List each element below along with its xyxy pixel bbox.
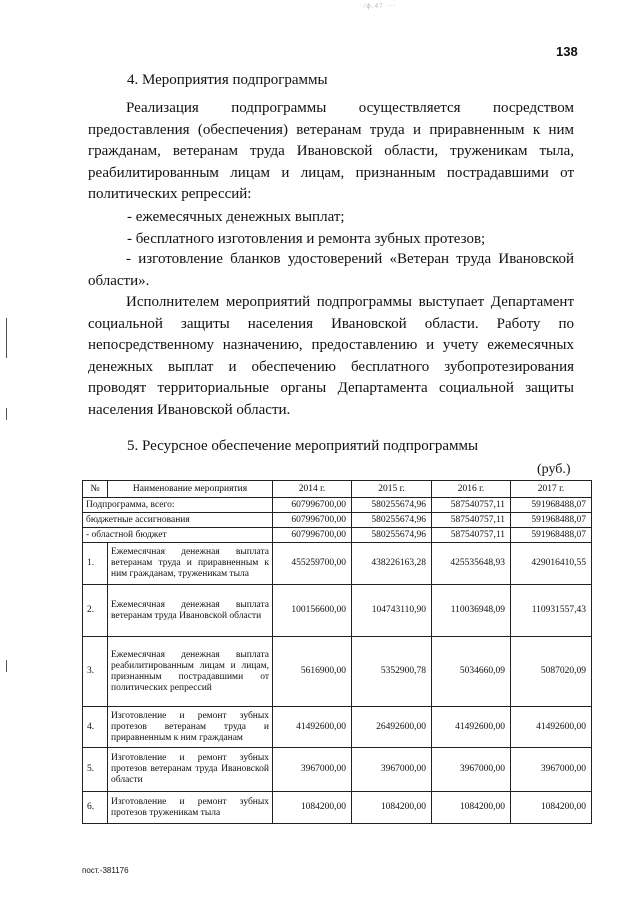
value-cell: 5034660,09 [432, 637, 511, 707]
currency-unit: (руб.) [537, 462, 571, 477]
value-cell: 26492600,00 [352, 707, 432, 748]
activity-name: Ежемесячная денежная выплата реабилитированным лицам и лицам, признанным пострадавшими от политических репрессий [108, 637, 273, 707]
value-cell: 587540757,11 [432, 498, 511, 513]
summary-row [83, 498, 592, 513]
column-header-2016: 2016 г. [432, 481, 511, 498]
page-number: 138 [556, 44, 578, 59]
value-cell: 587540757,11 [432, 513, 511, 528]
row-number: 1. [83, 543, 108, 585]
value-cell: 587540757,11 [432, 528, 511, 543]
value-cell: 425535648,93 [432, 543, 511, 585]
table-row [83, 543, 592, 585]
row-number: 2. [83, 585, 108, 637]
value-cell: 41492600,00 [273, 707, 352, 748]
column-header-2017: 2017 г. [511, 481, 592, 498]
value-cell: 41492600,00 [511, 707, 592, 748]
table-row [83, 585, 592, 637]
activity-name: Изготовление и ремонт зубных протезов ветеранам труда Ивановской области [108, 748, 273, 792]
column-header-number: № [83, 481, 108, 498]
value-cell: 5352900,78 [352, 637, 432, 707]
value-cell: 41492600,00 [432, 707, 511, 748]
activity-name: Ежемесячная денежная выплата ветеранам труда Ивановской области [108, 585, 273, 637]
section-5-heading: 5. Ресурсное обеспечение мероприятий подпрограммы [127, 438, 479, 454]
value-cell: 100156600,00 [273, 585, 352, 637]
value-cell: 438226163,28 [352, 543, 432, 585]
row-number: 3. [83, 637, 108, 707]
column-header-2015: 2015 г. [352, 481, 432, 498]
activity-name: Ежемесячная денежная выплата ветеранам труда и приравненным к ним гражданам, труженикам тыла [108, 543, 273, 585]
section-4-executor: Исполнителем мероприятий подпрограммы выступает Департамент социальной защиты населения Ивановской области. Работу по непосредственному назначению, предоставлению и учету ежемесячных денежных выплат и обеспечению бесплатного зубопротезирования проводят территориальные органы Департамента социальной защиты населения Ивановской области. [88, 294, 574, 418]
value-cell: 104743110,90 [352, 585, 432, 637]
value-cell: 1084200,00 [273, 792, 352, 824]
summary-label: - областной бюджет [83, 528, 273, 543]
activity-name: Изготовление и ремонт зубных протезов ветеранам труда и приравненным к ним гражданам [108, 707, 273, 748]
value-cell: 5616900,00 [273, 637, 352, 707]
value-cell: 1084200,00 [352, 792, 432, 824]
section-4-item: - изготовление бланков удостоверений «Ветеран труда Ивановской области». [88, 251, 574, 289]
value-cell: 580255674,96 [352, 513, 432, 528]
column-header-2014: 2014 г. [273, 481, 352, 498]
value-cell: 3967000,00 [352, 748, 432, 792]
value-cell: 607996700,00 [273, 513, 352, 528]
summary-row [83, 513, 592, 528]
summary-label: бюджетные ассигнования [83, 513, 273, 528]
section-4-intro: Реализация подпрограммы осуществляется посредством предоставления (обеспечения) ветеранам труда и приравненным к ним гражданам, ветеранам труда Ивановской области, труженикам тыла, реабилитированным лицам и лицам, признанным пострадавшими от политических репрессий: [88, 100, 574, 202]
table-row [83, 792, 592, 824]
summary-row [83, 528, 592, 543]
value-cell: 110036948,09 [432, 585, 511, 637]
value-cell: 607996700,00 [273, 528, 352, 543]
value-cell: 591968488,07 [511, 528, 592, 543]
value-cell: 1084200,00 [511, 792, 592, 824]
margin-mark [6, 660, 7, 672]
row-number: 4. [83, 707, 108, 748]
margin-mark [6, 408, 7, 420]
value-cell: 429016410,55 [511, 543, 592, 585]
activity-name: Изготовление и ремонт зубных протезов труженикам тыла [108, 792, 273, 824]
row-number: 6. [83, 792, 108, 824]
value-cell: 5087020,09 [511, 637, 592, 707]
value-cell: 580255674,96 [352, 528, 432, 543]
value-cell: 1084200,00 [432, 792, 511, 824]
value-cell: 455259700,00 [273, 543, 352, 585]
margin-mark [6, 318, 7, 358]
table-row [83, 637, 592, 707]
scan-top-mark: ·/ф.47 ··· [360, 2, 397, 10]
table-row [83, 707, 592, 748]
value-cell: 607996700,00 [273, 498, 352, 513]
value-cell: 110931557,43 [511, 585, 592, 637]
section-4-heading: 4. Мероприятия подпрограммы [127, 72, 328, 88]
value-cell: 591968488,07 [511, 513, 592, 528]
section-4-item: - бесплатного изготовления и ремонта зубных протезов; [127, 231, 486, 247]
table-row [83, 748, 592, 792]
value-cell: 3967000,00 [511, 748, 592, 792]
value-cell: 580255674,96 [352, 498, 432, 513]
value-cell: 3967000,00 [432, 748, 511, 792]
table-header-row [83, 481, 592, 498]
value-cell: 591968488,07 [511, 498, 592, 513]
resources-table [82, 480, 592, 824]
column-header-name: Наименование мероприятия [108, 481, 273, 498]
row-number: 5. [83, 748, 108, 792]
document-reference: пост.-381176 [82, 866, 129, 875]
summary-label: Подпрограмма, всего: [83, 498, 273, 513]
section-4-item: - ежемесячных денежных выплат; [127, 209, 345, 225]
value-cell: 3967000,00 [273, 748, 352, 792]
